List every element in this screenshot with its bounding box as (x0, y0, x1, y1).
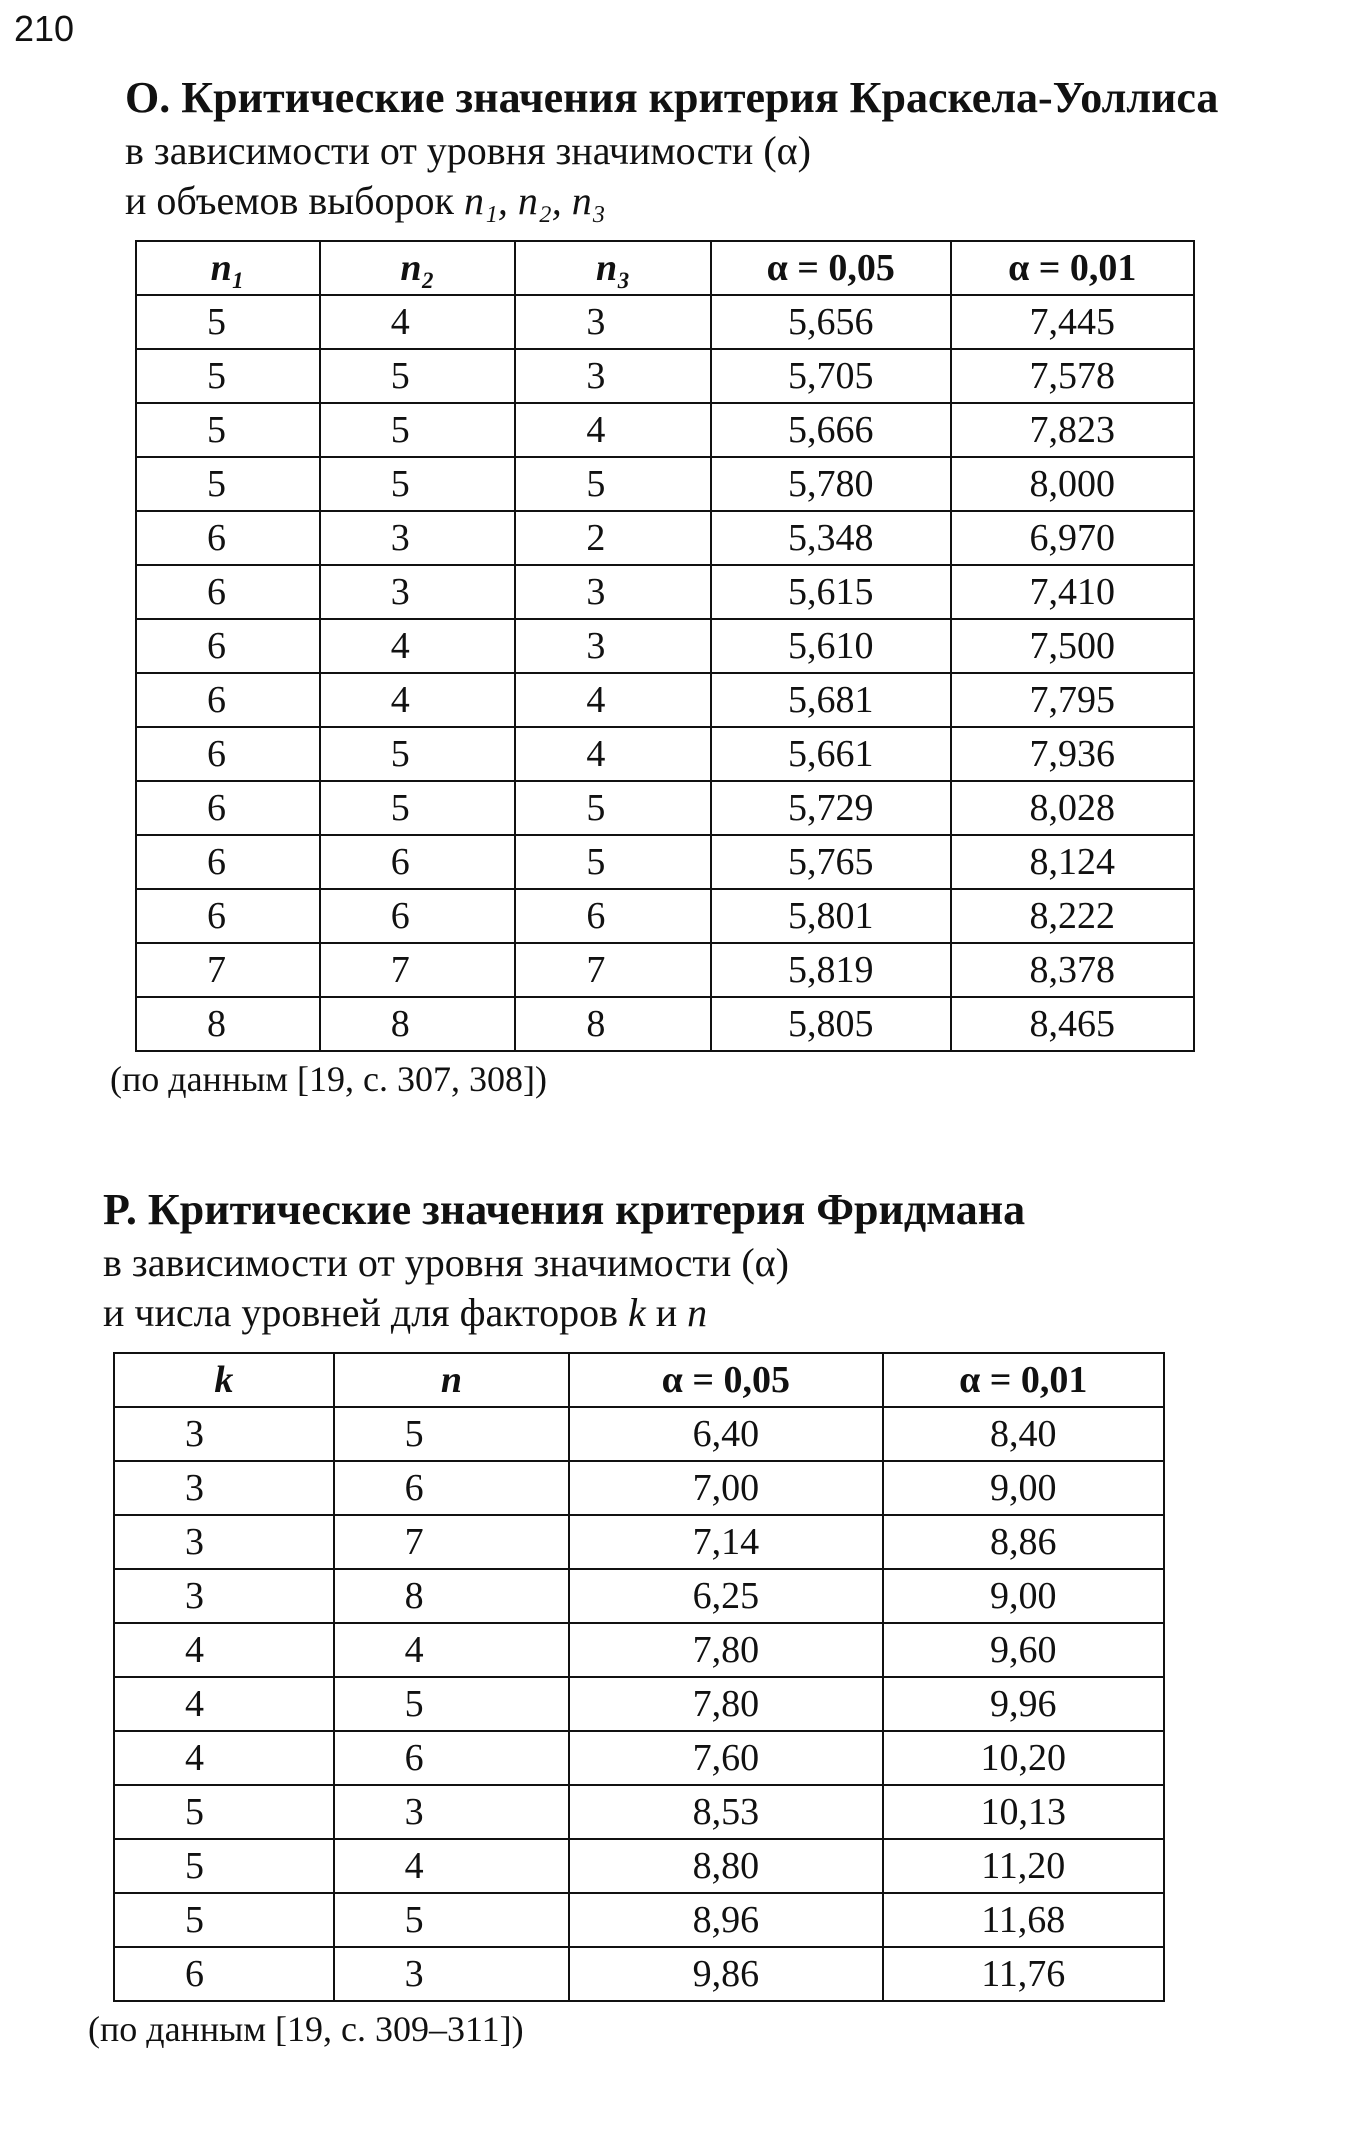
cell-alpha-001: 8,222 (951, 889, 1195, 943)
cell-n1: 6 (136, 781, 320, 835)
header-n2: n₂ (320, 241, 516, 295)
cell-n: 3 (334, 1947, 570, 2001)
cell-n1: 5 (136, 457, 320, 511)
cell-alpha-001: 8,465 (951, 997, 1195, 1051)
cell-n: 4 (334, 1623, 570, 1677)
cell-n2: 5 (320, 349, 516, 403)
table-row (114, 1407, 1164, 1461)
cell-k: 4 (114, 1623, 334, 1677)
cell-n1: 6 (136, 511, 320, 565)
header-k: k (114, 1353, 334, 1407)
cell-alpha-001: 8,000 (951, 457, 1195, 511)
cell-alpha-001: 8,40 (883, 1407, 1164, 1461)
subtitle-and: и (645, 1290, 688, 1335)
cell-alpha-001: 8,028 (951, 781, 1195, 835)
cell-alpha-001: 8,86 (883, 1515, 1164, 1569)
friedman-section (88, 1182, 1263, 2052)
table-row (136, 943, 1194, 997)
cell-alpha-005: 5,666 (711, 403, 951, 457)
cell-n3: 8 (515, 997, 711, 1051)
cell-k: 5 (114, 1785, 334, 1839)
friedman-table-body (114, 1407, 1164, 2001)
cell-k: 4 (114, 1677, 334, 1731)
cell-n3: 4 (515, 727, 711, 781)
page-number: 210 (14, 8, 75, 49)
table-row (136, 349, 1194, 403)
cell-n3: 5 (515, 457, 711, 511)
cell-alpha-001: 7,410 (951, 565, 1195, 619)
cell-alpha-001: 7,445 (951, 295, 1195, 349)
cell-alpha-001: 11,20 (883, 1839, 1164, 1893)
kruskal-wallis-section (110, 70, 1285, 1102)
cell-n3: 3 (515, 295, 711, 349)
header-alpha-001: α = 0,01 (883, 1353, 1164, 1407)
friedman-table (113, 1352, 1165, 2002)
table-row (114, 1569, 1164, 1623)
cell-n3: 3 (515, 619, 711, 673)
table-row (114, 1947, 1164, 2001)
cell-alpha-005: 5,348 (711, 511, 951, 565)
cell-alpha-001: 7,500 (951, 619, 1195, 673)
cell-k: 3 (114, 1461, 334, 1515)
cell-alpha-005: 7,00 (569, 1461, 882, 1515)
friedman-source: (по данным [19, с. 309–311]) (88, 2009, 524, 2049)
friedman-title: P. Критические значения критерия Фридмана (103, 1185, 1026, 1234)
cell-n1: 5 (136, 295, 320, 349)
table-row (136, 727, 1194, 781)
table-row (136, 295, 1194, 349)
cell-alpha-001: 8,124 (951, 835, 1195, 889)
table-row (114, 1677, 1164, 1731)
cell-alpha-005: 8,53 (569, 1785, 882, 1839)
subtitle-prefix: и объемов выборок (125, 178, 464, 223)
cell-n3: 6 (515, 889, 711, 943)
cell-alpha-001: 7,795 (951, 673, 1195, 727)
cell-alpha-005: 7,80 (569, 1677, 882, 1731)
cell-n3: 4 (515, 673, 711, 727)
cell-alpha-001: 9,96 (883, 1677, 1164, 1731)
cell-alpha-005: 8,80 (569, 1839, 882, 1893)
table-header-row (136, 241, 1194, 295)
cell-n: 5 (334, 1407, 570, 1461)
cell-alpha-005: 5,805 (711, 997, 951, 1051)
cell-alpha-001: 10,20 (883, 1731, 1164, 1785)
cell-alpha-005: 5,729 (711, 781, 951, 835)
cell-n2: 6 (320, 835, 516, 889)
kruskal-wallis-source: (по данным [19, с. 307, 308]) (110, 1059, 547, 1099)
cell-alpha-005: 9,86 (569, 1947, 882, 2001)
table-row (114, 1461, 1164, 1515)
cell-k: 4 (114, 1731, 334, 1785)
cell-n1: 6 (136, 565, 320, 619)
cell-alpha-005: 6,25 (569, 1569, 882, 1623)
cell-alpha-001: 9,00 (883, 1569, 1164, 1623)
cell-n3: 5 (515, 781, 711, 835)
cell-n2: 4 (320, 295, 516, 349)
cell-alpha-005: 5,705 (711, 349, 951, 403)
kruskal-wallis-table-body (136, 295, 1194, 1051)
table-row (114, 1785, 1164, 1839)
cell-n2: 5 (320, 727, 516, 781)
cell-k: 3 (114, 1569, 334, 1623)
cell-n3: 2 (515, 511, 711, 565)
cell-alpha-005: 5,610 (711, 619, 951, 673)
cell-k: 5 (114, 1839, 334, 1893)
cell-n3: 3 (515, 565, 711, 619)
cell-n2: 6 (320, 889, 516, 943)
cell-alpha-005: 5,780 (711, 457, 951, 511)
kruskal-wallis-subtitle-line2 (125, 176, 1285, 226)
table-row (114, 1893, 1164, 1947)
kruskal-wallis-title: O. Критические значения критерия Краскела-Уоллиса (125, 73, 1219, 122)
cell-alpha-001: 7,578 (951, 349, 1195, 403)
cell-alpha-005: 7,14 (569, 1515, 882, 1569)
cell-n2: 4 (320, 673, 516, 727)
table-row (136, 403, 1194, 457)
friedman-subtitle-line2 (103, 1288, 1263, 1338)
cell-n2: 5 (320, 403, 516, 457)
table-row (136, 673, 1194, 727)
cell-n1: 6 (136, 673, 320, 727)
cell-alpha-001: 7,936 (951, 727, 1195, 781)
cell-n2: 4 (320, 619, 516, 673)
cell-alpha-001: 9,60 (883, 1623, 1164, 1677)
header-n3: n₃ (515, 241, 711, 295)
cell-n: 8 (334, 1569, 570, 1623)
cell-alpha-005: 5,656 (711, 295, 951, 349)
header-alpha-005: α = 0,05 (569, 1353, 882, 1407)
cell-alpha-005: 8,96 (569, 1893, 882, 1947)
cell-n2: 7 (320, 943, 516, 997)
table-row (136, 781, 1194, 835)
table-header-row (114, 1353, 1164, 1407)
header-alpha-001: α = 0,01 (951, 241, 1195, 295)
header-alpha-005: α = 0,05 (711, 241, 951, 295)
cell-alpha-005: 5,681 (711, 673, 951, 727)
table-row (114, 1515, 1164, 1569)
cell-n3: 7 (515, 943, 711, 997)
cell-n2: 3 (320, 511, 516, 565)
cell-alpha-001: 6,970 (951, 511, 1195, 565)
table-row (114, 1623, 1164, 1677)
cell-n3: 4 (515, 403, 711, 457)
cell-alpha-005: 5,819 (711, 943, 951, 997)
cell-n1: 6 (136, 619, 320, 673)
table-row (136, 511, 1194, 565)
cell-n1: 6 (136, 889, 320, 943)
cell-n1: 6 (136, 727, 320, 781)
cell-alpha-005: 7,60 (569, 1731, 882, 1785)
cell-k: 3 (114, 1515, 334, 1569)
cell-n: 6 (334, 1461, 570, 1515)
cell-n3: 3 (515, 349, 711, 403)
cell-n2: 5 (320, 457, 516, 511)
cell-alpha-005: 5,765 (711, 835, 951, 889)
cell-alpha-005: 5,801 (711, 889, 951, 943)
cell-k: 6 (114, 1947, 334, 2001)
cell-alpha-001: 11,68 (883, 1893, 1164, 1947)
cell-n1: 8 (136, 997, 320, 1051)
cell-n3: 5 (515, 835, 711, 889)
cell-n2: 8 (320, 997, 516, 1051)
cell-n: 7 (334, 1515, 570, 1569)
kruskal-wallis-subtitle-line1: в зависимости от уровня значимости (α) (125, 128, 811, 173)
subtitle-var-k: k (627, 1290, 646, 1335)
cell-alpha-001: 10,13 (883, 1785, 1164, 1839)
cell-k: 3 (114, 1407, 334, 1461)
cell-n1: 5 (136, 349, 320, 403)
cell-alpha-001: 8,378 (951, 943, 1195, 997)
table-row (136, 889, 1194, 943)
cell-n: 5 (334, 1893, 570, 1947)
table-row (114, 1839, 1164, 1893)
kruskal-wallis-table (135, 240, 1195, 1052)
friedman-subtitle-line1: в зависимости от уровня значимости (α) (103, 1240, 789, 1285)
cell-alpha-001: 7,823 (951, 403, 1195, 457)
table-row (136, 619, 1194, 673)
cell-n: 4 (334, 1839, 570, 1893)
subtitle-sample-vars: n₁, n₂, n₃ (463, 178, 606, 223)
table-row (136, 835, 1194, 889)
cell-alpha-005: 7,80 (569, 1623, 882, 1677)
header-n: n (334, 1353, 570, 1407)
subtitle-var-n: n (687, 1290, 708, 1335)
cell-k: 5 (114, 1893, 334, 1947)
cell-n1: 5 (136, 403, 320, 457)
cell-alpha-001: 9,00 (883, 1461, 1164, 1515)
cell-n: 5 (334, 1677, 570, 1731)
cell-n: 6 (334, 1731, 570, 1785)
table-row (114, 1731, 1164, 1785)
table-row (136, 565, 1194, 619)
cell-alpha-001: 11,76 (883, 1947, 1164, 2001)
cell-n1: 6 (136, 835, 320, 889)
cell-alpha-005: 5,661 (711, 727, 951, 781)
cell-n1: 7 (136, 943, 320, 997)
subtitle-prefix: и числа уровней для факторов (103, 1290, 628, 1335)
cell-alpha-005: 6,40 (569, 1407, 882, 1461)
cell-n2: 3 (320, 565, 516, 619)
cell-alpha-005: 5,615 (711, 565, 951, 619)
cell-n: 3 (334, 1785, 570, 1839)
cell-n2: 5 (320, 781, 516, 835)
table-row (136, 457, 1194, 511)
header-n1: n₁ (136, 241, 320, 295)
table-row (136, 997, 1194, 1051)
